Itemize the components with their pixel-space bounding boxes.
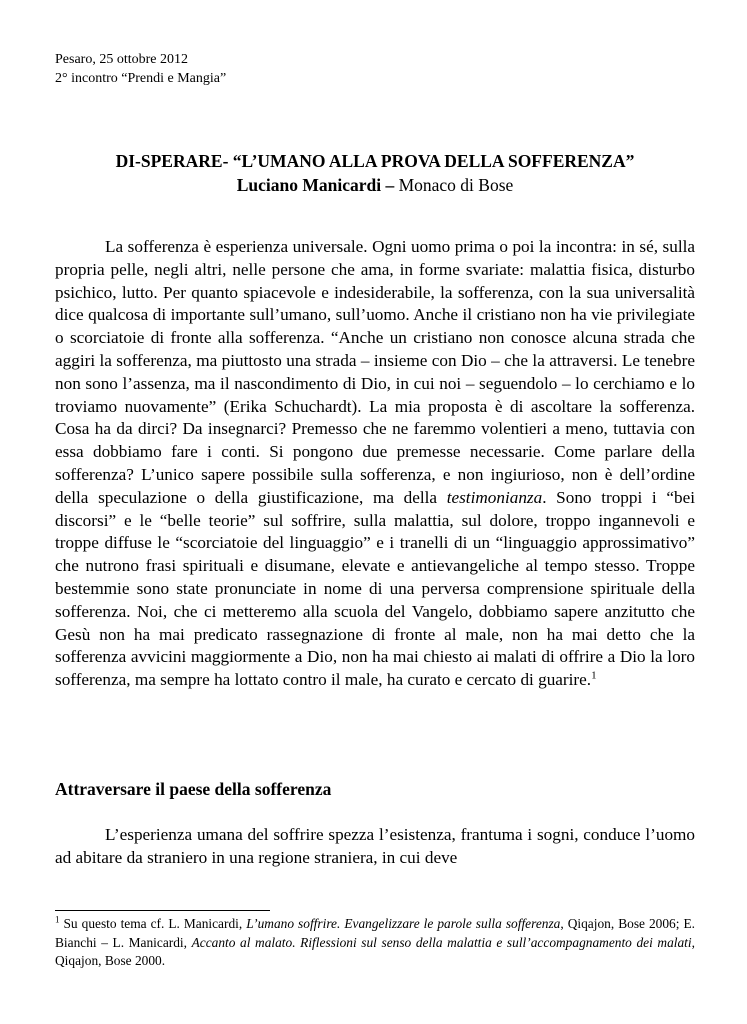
paragraph-text: . Sono troppi i “bei discorsi” e le “belle teorie” sul soffrire, sulla malattia, sul dolore, troppo ingannevoli e troppe diffuse le “scorciatoie del linguaggio” e i tranelli di un “linguaggio approssimativo” che nutrono frasi spirituali e disumane, elevate e antievangeliche al tempo stesso. Troppe bestemmie sono state pronunciate in nome di una perversa comprensione spirituale della sofferenza. Noi, che ci metteremo alla scuola del Vangelo, dobbiamo sapere anzitutto che Gesù non ha mai predicato rassegnazione di fronte al male, non ha mai detto che la sofferenza avvicini maggiormente a Dio, non ha mai chiesto ai malati di offrire a Dio la loro sofferenza, ma sempre ha lottato contro il male, ha curato e cercato di guarire.	[55, 487, 695, 690]
meeting-line: 2° incontro “Prendi e Mangia”	[55, 71, 227, 86]
emphasis-text: testimonianza	[446, 487, 543, 507]
footnote-divider	[55, 910, 270, 911]
footnote-book-title: L’umano soffrire. Evangelizzare le parole sulla sofferenza	[246, 916, 561, 931]
footnote-text: , Qiqajon, Bose 2006; E. Bianchi – L. Manicardi,	[55, 916, 695, 950]
body-paragraph-1	[55, 236, 695, 692]
author-role: Monaco di Bose	[394, 175, 514, 195]
document-title: DI-SPERARE- “L’UMANO ALLA PROVA DELLA SOFFERENZA”	[115, 151, 635, 171]
body-paragraph-2: L’esperienza umana del soffrire spezza l’esistenza, frantuma i sogni, conduce l’uomo ad abitare da straniero in una regione straniera, in cui deve	[55, 825, 695, 867]
author-line	[55, 174, 695, 196]
date-line: Pesaro, 25 ottobre 2012	[55, 52, 188, 67]
footnote-text: Su questo tema cf. L. Manicardi,	[59, 916, 247, 931]
footnote	[55, 915, 695, 971]
paragraph-text: La sofferenza è esperienza universale. Ogni uomo prima o poi la incontra: in sé, sulla propria pelle, negli altri, nelle persone che ama, in forme svariate: malattia fisica, disturbo psichico, lutto. Per quanto spiacevole e indesiderabile, la sofferenza, con la sua universalità dice qualcosa di importante sull’umano, sull’uomo. Anche il cristiano non ha vie privilegiate o scorciatoie di fronte alla sofferenza. “Anche un cristiano non conosce alcuna strada che aggiri la sofferenza, ma piuttosto una strada – insieme con Dio – che la attraversi. Le tenebre non sono l’assenza, ma il nascondimento di Dio, in cui noi – seguendolo – lo cerchiamo e lo troviamo nuovamente” (Erika Schuchardt). La mia proposta è di ascoltare la sofferenza. Cosa ha da dirci? Da insegnarci? Premesso che ne faremmo volentieri a meno, tuttavia con essa dobbiamo fare i conti. Si pongono due premesse necessarie. Come parlare della sofferenza? L’unico sapere possibile sulla sofferenza, e non ingiurioso, non è dell’ordine della speculazione o della giustificazione, ma della	[55, 237, 695, 507]
footnote-number: 1	[55, 914, 60, 925]
document-header	[55, 50, 226, 88]
footnote-text: , Qiqajon, Bose 2000.	[55, 934, 695, 968]
footnote-reference[interactable]: 1	[591, 669, 597, 682]
author-name: Luciano Manicardi –	[236, 175, 395, 195]
section-heading: Attraversare il paese della sofferenza	[55, 779, 332, 799]
footnote-book-title: Accanto al malato. Riflessioni sul senso della malattia e sull’accompagnamento dei malati	[191, 934, 692, 950]
